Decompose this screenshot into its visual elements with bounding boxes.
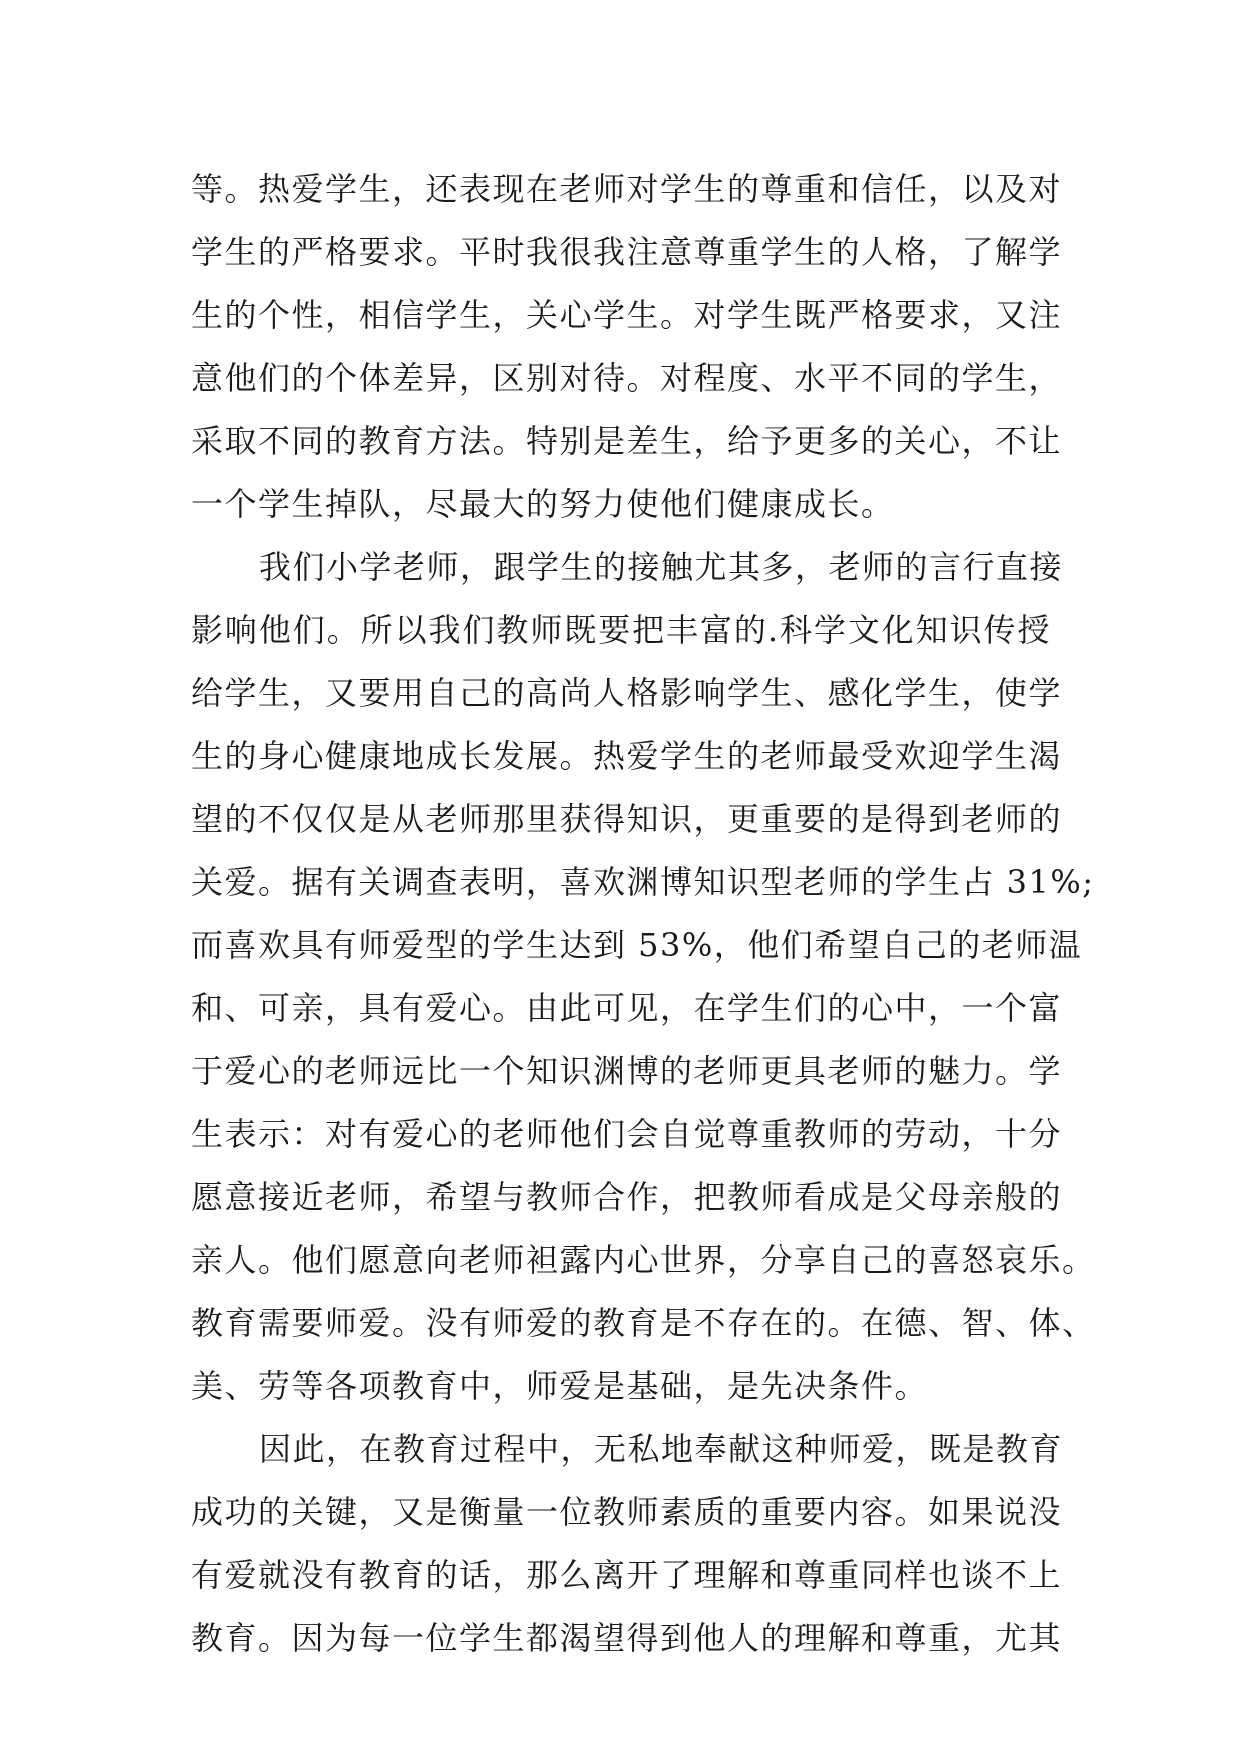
text-line: 一个学生掉队，尽最大的努力使他们健康成长。 bbox=[191, 485, 895, 523]
text-line: 等。热爱学生，还表现在老师对学生的尊重和信任，以及对 bbox=[191, 170, 1063, 208]
text-line: 美、劳等各项教育中，师爱是基础，是先决条件。 bbox=[191, 1367, 929, 1405]
text-line: 关爱。据有关调查表明，喜欢渊博知识型老师的学生占 31%; bbox=[191, 863, 1095, 901]
text-line: 生的个性，相信学生，关心学生。对学生既严格要求，又注 bbox=[191, 296, 1063, 334]
text-line: 我们小学老师，跟学生的接触尤其多，老师的言行直接 bbox=[259, 548, 1064, 586]
text-line: 学生的严格要求。平时我很我注意尊重学生的人格，了解学 bbox=[191, 233, 1063, 271]
text-line: 于爱心的老师远比一个知识渊博的老师更具老师的魅力。学 bbox=[191, 1052, 1063, 1090]
text-line: 生表示：对有爱心的老师他们会自觉尊重教师的劳动，十分 bbox=[191, 1115, 1063, 1153]
text-line: 成功的关键，又是衡量一位教师素质的重要内容。如果说没 bbox=[191, 1493, 1063, 1531]
text-line: 亲人。他们愿意向老师袒露内心世界，分享自己的喜怒哀乐。 bbox=[191, 1241, 1096, 1279]
text-line: 教育需要师爱。没有师爱的教育是不存在的。在德、智、体、 bbox=[191, 1304, 1096, 1342]
text-line: 意他们的个体差异，区别对待。对程度、水平不同的学生， bbox=[191, 359, 1063, 397]
text-line: 望的不仅仅是从老师那里获得知识，更重要的是得到老师的 bbox=[191, 800, 1063, 838]
text-line: 生的身心健康地成长发展。热爱学生的老师最受欢迎学生渴 bbox=[191, 737, 1063, 775]
text-line: 教育。因为每一位学生都渴望得到他人的理解和尊重，尤其 bbox=[191, 1619, 1063, 1657]
text-line: 采取不同的教育方法。特别是差生，给予更多的关心，不让 bbox=[191, 422, 1063, 460]
text-line: 而喜欢具有师爱型的学生达到 53%，他们希望自己的老师温 bbox=[191, 926, 1083, 964]
text-line: 因此，在教育过程中，无私地奉献这种师爱，既是教育 bbox=[259, 1430, 1064, 1468]
text-line: 愿意接近老师，希望与教师合作，把教师看成是父母亲般的 bbox=[191, 1178, 1063, 1216]
text-line: 给学生，又要用自己的高尚人格影响学生、感化学生，使学 bbox=[191, 674, 1063, 712]
text-line: 有爱就没有教育的话，那么离开了理解和尊重同样也谈不上 bbox=[191, 1556, 1063, 1594]
text-line: 和、可亲，具有爱心。由此可见，在学生们的心中，一个富 bbox=[191, 989, 1063, 1027]
body-text bbox=[191, 158, 1096, 1670]
text-line: 影响他们。所以我们教师既要把丰富的.科学文化知识传授 bbox=[191, 611, 1051, 649]
